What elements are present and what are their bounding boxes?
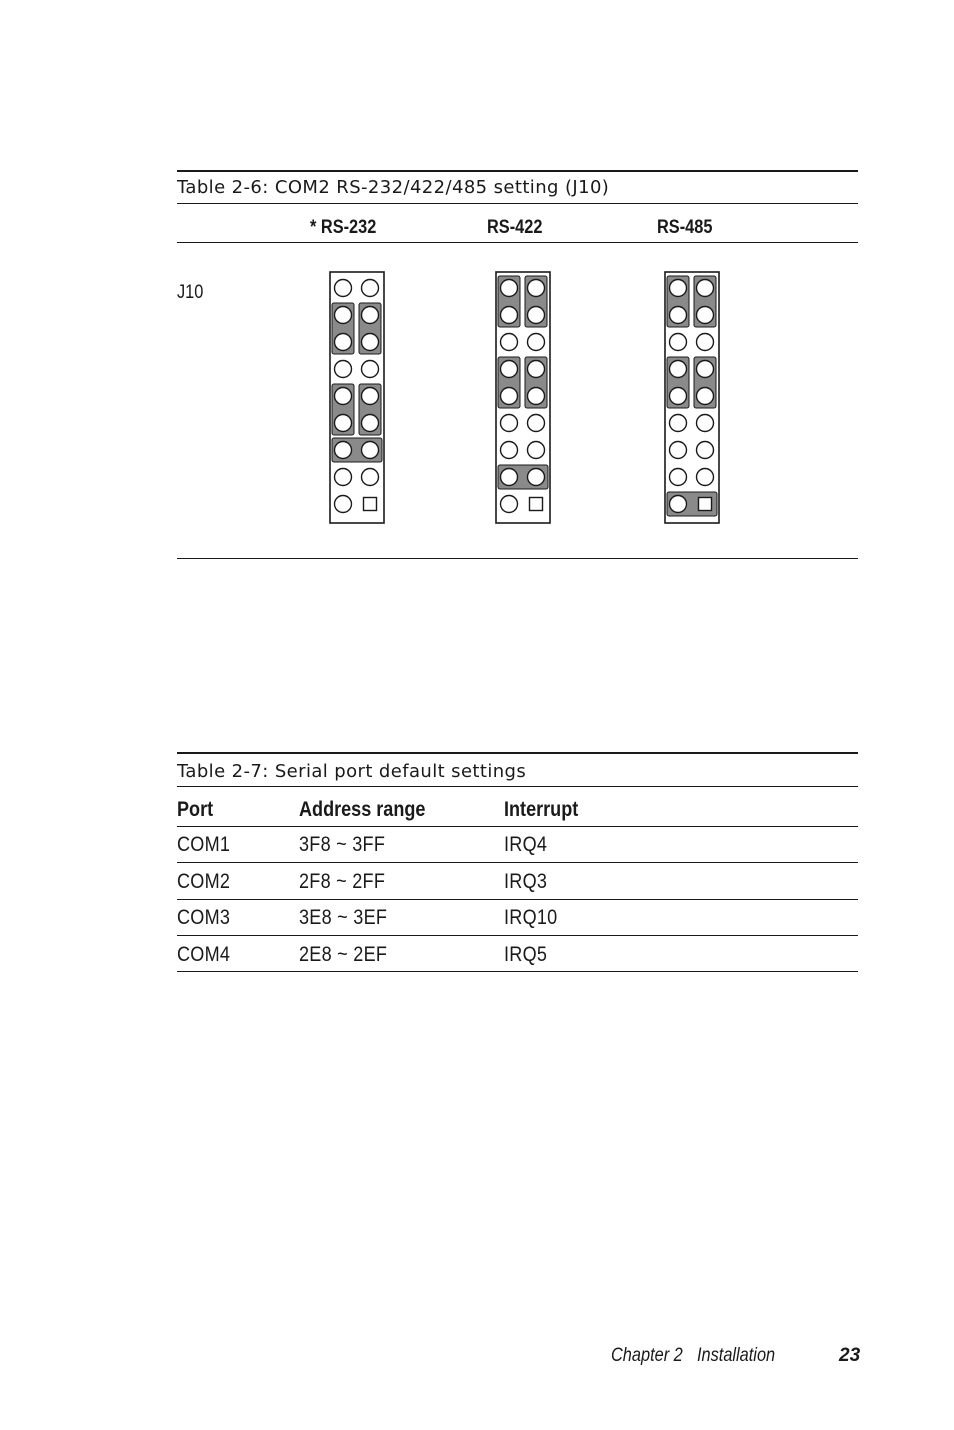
pin-circle <box>528 415 545 432</box>
pin-circle <box>362 469 379 486</box>
rs232-jumper-diagram <box>329 271 385 524</box>
pin-circle <box>501 307 518 324</box>
pin-circle <box>501 415 518 432</box>
pin-circle <box>528 469 545 486</box>
pin-circle <box>335 361 352 378</box>
pin-circle <box>528 442 545 459</box>
pin-circle <box>362 334 379 351</box>
pin-circle <box>362 415 379 432</box>
table-2-7-top-rule <box>177 752 858 754</box>
pin-circle <box>670 280 687 297</box>
rs232-column-header: * RS-232 <box>310 217 377 238</box>
pin-circle <box>335 280 352 297</box>
pin-circle <box>670 442 687 459</box>
pin-circle <box>528 307 545 324</box>
pin-circle <box>697 469 714 486</box>
pin-circle <box>670 415 687 432</box>
pin-circle <box>697 334 714 351</box>
table-2-6-caption-rule <box>177 203 858 204</box>
pin-circle <box>335 469 352 486</box>
pin-circle <box>501 469 518 486</box>
rs485-column-header: RS-485 <box>657 217 713 238</box>
pin-1-square <box>364 498 377 511</box>
pin-circle <box>362 280 379 297</box>
table-row-4-rule <box>177 971 858 972</box>
table-row-4-interrupt: IRQ5 <box>504 943 548 966</box>
table-row-3-interrupt: IRQ10 <box>504 906 558 929</box>
port-column-header: Port <box>177 798 214 821</box>
pin-circle <box>362 307 379 324</box>
pin-circle <box>335 415 352 432</box>
interrupt-column-header: Interrupt <box>504 798 579 821</box>
pin-1-square <box>699 498 712 511</box>
pin-circle <box>528 361 545 378</box>
pin-circle <box>670 361 687 378</box>
pin-circle <box>670 469 687 486</box>
footer-chapter: Chapter 2 <box>611 1345 683 1366</box>
pin-circle <box>335 496 352 513</box>
pin-circle <box>335 334 352 351</box>
pin-circle <box>501 334 518 351</box>
footer-section: Installation <box>697 1345 776 1366</box>
table-2-6-header-rule <box>177 242 858 243</box>
table-row-2-address: 2F8 ~ 2FF <box>299 870 386 893</box>
table-row-4-address: 2E8 ~ 2EF <box>299 943 388 966</box>
rs422-jumper-diagram <box>495 271 551 524</box>
j10-row-label: J10 <box>177 282 204 303</box>
pin-circle <box>335 388 352 405</box>
rs485-jumper-diagram <box>664 271 720 524</box>
table-row-2-port: COM2 <box>177 870 231 893</box>
address-range-column-header: Address range <box>299 798 426 821</box>
pin-circle <box>362 388 379 405</box>
table-2-6-caption: Table 2-6: COM2 RS-232/422/485 setting (J10) <box>177 177 610 198</box>
table-2-6-top-rule <box>177 170 858 172</box>
table-row-2-rule <box>177 899 858 900</box>
pin-circle <box>501 361 518 378</box>
pin-circle <box>670 496 687 513</box>
table-2-7-caption-rule <box>177 786 858 787</box>
footer-page-number: 23 <box>839 1345 861 1366</box>
pin-circle <box>362 442 379 459</box>
pin-circle <box>501 496 518 513</box>
pin-circle <box>697 415 714 432</box>
pin-circle <box>528 334 545 351</box>
pin-circle <box>335 307 352 324</box>
table-row-3-rule <box>177 935 858 936</box>
table-row-1-address: 3F8 ~ 3FF <box>299 833 386 856</box>
table-row-4-port: COM4 <box>177 943 231 966</box>
table-row-2-interrupt: IRQ3 <box>504 870 548 893</box>
pin-circle <box>528 280 545 297</box>
pin-circle <box>501 442 518 459</box>
table-row-3-port: COM3 <box>177 906 231 929</box>
table-2-7-caption: Table 2-7: Serial port default settings <box>177 761 527 782</box>
pin-circle <box>697 280 714 297</box>
pin-1-square <box>530 498 543 511</box>
table-row-3-address: 3E8 ~ 3EF <box>299 906 388 929</box>
pin-circle <box>501 388 518 405</box>
pin-circle <box>670 334 687 351</box>
rs422-column-header: RS-422 <box>487 217 543 238</box>
pin-circle <box>528 388 545 405</box>
pin-circle <box>697 361 714 378</box>
table-row-1-port: COM1 <box>177 833 231 856</box>
pin-circle <box>697 307 714 324</box>
pin-circle <box>362 361 379 378</box>
pin-circle <box>335 442 352 459</box>
pin-circle <box>697 388 714 405</box>
pin-circle <box>697 442 714 459</box>
table-2-6-bottom-rule <box>177 558 858 559</box>
pin-circle <box>501 280 518 297</box>
table-2-7-header-rule <box>177 826 858 827</box>
table-row-1-rule <box>177 862 858 863</box>
pin-circle <box>670 307 687 324</box>
table-row-1-interrupt: IRQ4 <box>504 833 548 856</box>
pin-circle <box>670 388 687 405</box>
